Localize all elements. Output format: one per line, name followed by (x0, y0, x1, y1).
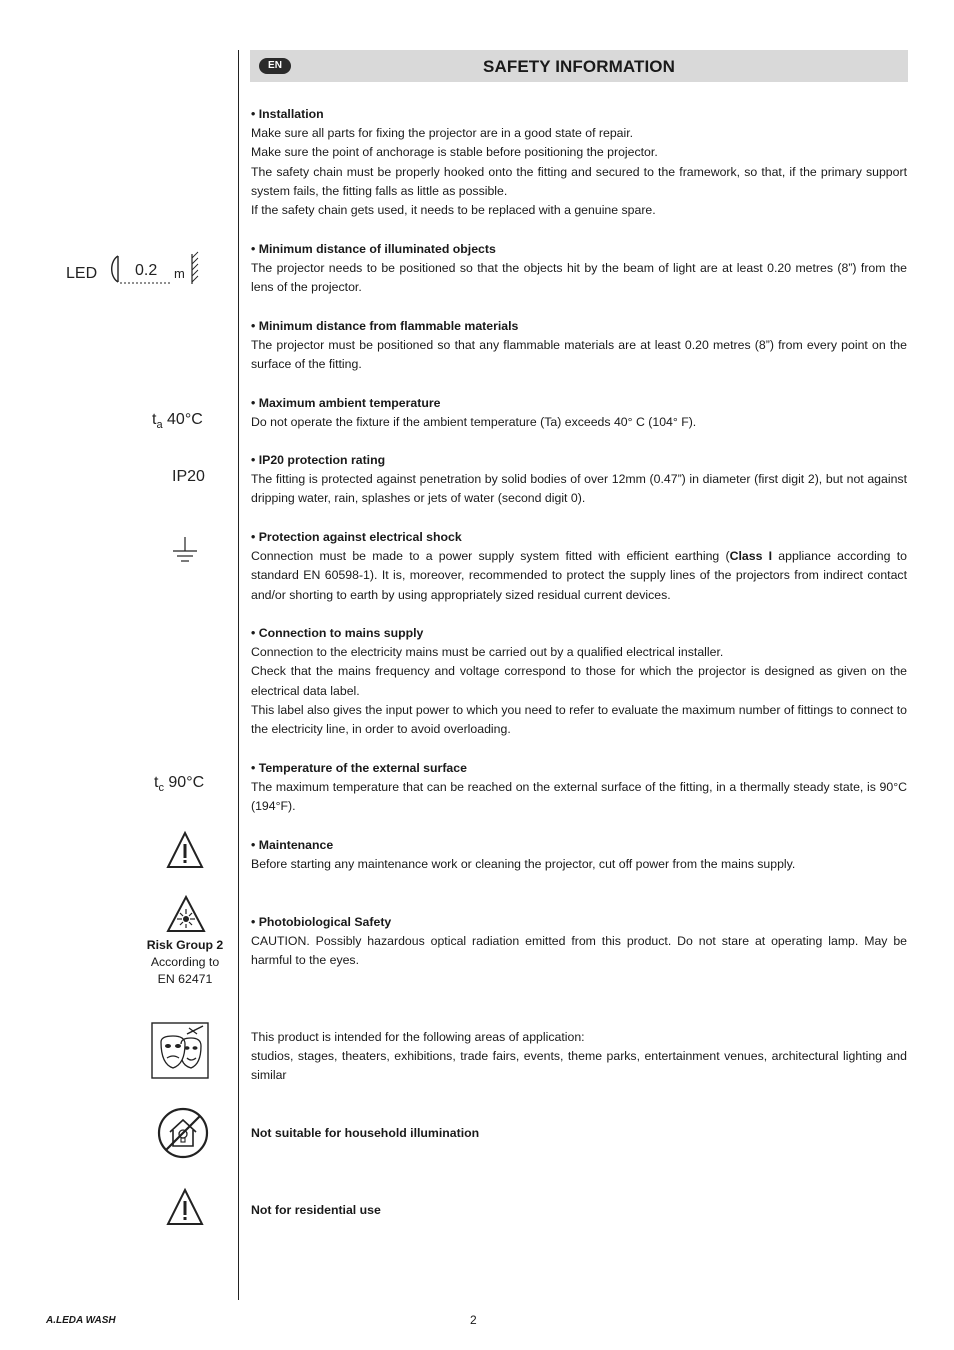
section-heading: • Minimum distance of illuminated objects (251, 242, 496, 256)
earth-ground-icon (170, 536, 200, 571)
led-label: LED (66, 265, 98, 282)
paragraph: studios, stages, theaters, exhibitions, trade fairs, events, theme parks, entertainment venues, architectural lighting and similar (251, 1049, 907, 1083)
section-not-household (251, 1124, 907, 1143)
paragraph: If the safety chain gets used, it needs to be replaced with a genuine spare. (251, 203, 656, 218)
section-heading: Not for residential use (251, 1203, 381, 1217)
paragraph: The maximum temperature that can be reached on the external surface of the fitting, in a thermally steady state, is 90°C (194°F). (251, 780, 907, 814)
section-maintenance (251, 836, 907, 874)
section-surface-temperature (251, 759, 907, 817)
paragraph: The safety chain must be properly hooked onto the fitting and secured to the framework, so that, if the primary support system fails, the fitting falls as little as possible. (251, 164, 907, 198)
page-number: 2 (470, 1313, 477, 1327)
warning-icon (166, 830, 204, 875)
paragraph: This product is intended for the following areas of application: (251, 1030, 585, 1044)
led-distance-value: 0.2 (135, 262, 158, 279)
paragraph: The projector needs to be positioned so that the objects hit by the beam of light are at least 0.20 metres (8”) from the lens of the projector. (251, 261, 907, 295)
paragraph: CAUTION. Possibly hazardous optical radiation emitted from this product. Do not stare at operating lamp. May be harmful to the eyes. (251, 934, 907, 968)
paragraph: Connection to the electricity mains must be carried out by a qualified electrical installer. (251, 645, 724, 660)
risk-group-caption: Risk Group 2 According to EN 62471 (146, 938, 224, 986)
section-mains-supply (251, 624, 907, 739)
paragraph: Do not operate the fixture if the ambient temperature (Ta) exceeds 40° C (104° F). (251, 415, 697, 430)
language-badge: EN (259, 58, 291, 74)
section-heading: • Minimum distance from flammable materials (251, 319, 519, 333)
section-heading: • Photobiological Safety (251, 915, 392, 929)
section-ambient-temperature (251, 394, 907, 432)
paragraph: Make sure all parts for fixing the projector are in a good state of repair. (251, 126, 634, 141)
ip-rating-label: IP20 (172, 468, 205, 485)
section-heading: • Protection against electrical shock (251, 530, 462, 544)
section-heading: • Maintenance (251, 838, 334, 852)
section-heading: • IP20 protection rating (251, 453, 386, 467)
footer-brand: A.LEDA WASH (46, 1315, 116, 1326)
paragraph: Before starting any maintenance work or cleaning the projector, cut off power from the mains supply. (251, 857, 796, 872)
section-electrical-shock (251, 528, 907, 605)
section-header (250, 50, 908, 82)
page-title: SAFETY INFORMATION (483, 57, 675, 76)
section-illuminated-distance (251, 240, 907, 298)
section-flammable-distance (251, 317, 907, 375)
paragraph: The projector must be positioned so that any flammable materials are at least 0.20 metres (8”) from every point on the surface of the fitting. (251, 338, 907, 372)
paragraph: Check that the mains frequency and voltage correspond to those for which the projector is designed as given on the electrical data label. (251, 664, 907, 698)
paragraph: Connection must be made to a power supply system fitted with efficient earthing (Class I appliance according to standard EN 60598-1). It is, moreover, recommended to protect the supply lines of the projectors from indirect contact and/or shorting to earth by using appropriately sized residual current devices. (251, 549, 907, 602)
section-installation (251, 105, 907, 220)
warning-icon (166, 1187, 204, 1232)
paragraph: The fitting is protected against penetration by solid bodies of over 12mm (0.47”) in diameter (first digit 2), but not against dripping water, rain, splashes or jets of water (second digit 0). (251, 472, 907, 506)
margin-divider (238, 50, 239, 1300)
led-distance-unit: m (174, 266, 185, 281)
section-application-areas (251, 1028, 907, 1086)
paragraph: This label also gives the input power to which you need to refer to evaluate the maximum number of fittings to connect to the electricity line, in order to avoid overloading. (251, 702, 907, 737)
ambient-temp-symbol: $t_a$ 40°C (152, 411, 203, 432)
paragraph: Make sure the point of anchorage is stable before positioning the projector. (251, 145, 658, 160)
no-household-icon (156, 1106, 210, 1165)
case-temp-symbol: $t_c$ 90°C (154, 774, 205, 795)
section-ip-rating (251, 451, 907, 509)
section-heading: • Maximum ambient temperature (251, 396, 441, 410)
section-photobiological (251, 913, 907, 971)
optical-radiation-icon (166, 894, 206, 939)
section-heading: • Connection to mains supply (251, 626, 424, 640)
section-heading: Not suitable for household illumination (251, 1126, 480, 1140)
theater-masks-icon (151, 1022, 209, 1084)
section-heading: • Temperature of the external surface (251, 761, 467, 775)
section-not-residential (251, 1201, 907, 1220)
section-heading: • Installation (251, 107, 324, 121)
